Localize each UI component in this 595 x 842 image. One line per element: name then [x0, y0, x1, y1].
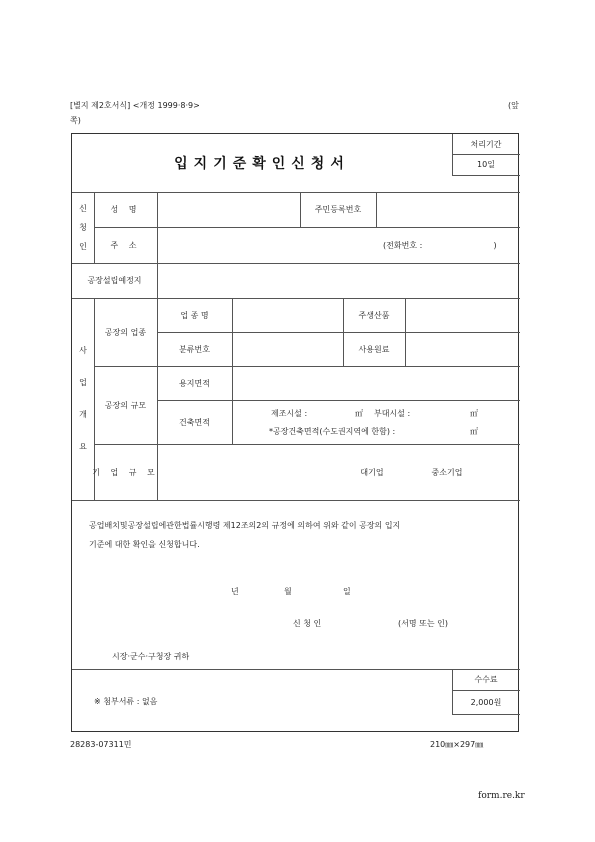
processing-period-value: 10일 — [477, 160, 495, 169]
business-section-label: 사 업 개 요 — [79, 346, 87, 451]
capital-area-note: *공장건축면적(수도권지역에 한함) : — [269, 426, 396, 436]
date-month-label: 월 — [284, 587, 292, 596]
factory-site-field[interactable] — [157, 263, 520, 298]
processing-period-label: 처리기간 — [470, 139, 502, 149]
statement: 공업배치및공장설립에관한법률시행령 제12조의2의 규정에 의하여 위와 같이 공장의 입지 기준에 대한 확인을 신청합니다. — [89, 521, 401, 549]
m2-unit-3: ㎡ — [470, 426, 478, 436]
date-year-label: 년 — [231, 587, 239, 596]
auxiliary-label: 부대시설 : — [374, 408, 411, 418]
form-code: 28283-07311민 — [70, 740, 132, 749]
paper-size: 210㎜×297㎜ — [430, 740, 484, 749]
rrn-field[interactable] — [376, 192, 520, 227]
application-form — [71, 133, 519, 732]
small-company-option[interactable]: 중소기업 — [431, 467, 463, 477]
large-company-option[interactable]: 대기업 — [360, 467, 384, 477]
company-size-label: 기 업 규 모 — [92, 467, 159, 477]
classification-label: 분류번호 — [179, 344, 210, 354]
recipient: 시장·군수·구청장 귀하 — [112, 652, 190, 661]
page-side-label: (앞 — [508, 101, 519, 110]
date-day-label: 일 — [343, 587, 351, 596]
site-watermark[interactable]: form.re.kr — [478, 791, 525, 801]
rrn-label: 주민등록번호 — [314, 205, 362, 214]
form-title: 입지기준확인신청서 — [174, 156, 350, 172]
sign-note: (서명 또는 인) — [398, 619, 448, 628]
m2-unit-1: ㎡ — [355, 408, 363, 418]
name-label: 성 명 — [110, 205, 141, 214]
attachments-note: ※ 첨부서류 : 없음 — [94, 697, 158, 706]
fee-label: 수수료 — [474, 675, 498, 684]
phone-close: ) — [493, 240, 497, 250]
manufacturing-label: 제조시설 : — [271, 408, 308, 418]
industry-name-label: 업 종 명 — [180, 310, 209, 320]
industry-label: 공장의 업종 — [104, 327, 147, 337]
page-side-label-cont: 쪽) — [70, 116, 81, 125]
applicant-sign-label: 신 청 인 — [293, 619, 322, 628]
main-product-label: 주생산품 — [358, 310, 390, 320]
fee-value: 2,000원 — [470, 697, 502, 707]
classification-field[interactable] — [232, 332, 343, 366]
raw-material-field[interactable] — [405, 332, 520, 366]
address-field[interactable] — [157, 227, 520, 263]
form-number: [별지 제2호서식] <개정 1999·8·9> — [70, 101, 200, 110]
applicant-section-label: 신 청 인 — [79, 204, 87, 251]
phone-label: (전화번호 : — [383, 240, 423, 250]
m2-unit-2: ㎡ — [470, 408, 478, 418]
name-field[interactable] — [157, 192, 300, 227]
address-label: 주 소 — [110, 240, 141, 250]
site-area-field[interactable] — [232, 366, 520, 400]
scale-label: 공장의 규모 — [104, 400, 147, 410]
building-area-label: 건축면적 — [179, 417, 210, 427]
raw-material-label: 사용원료 — [358, 344, 390, 354]
site-area-label: 용지면적 — [179, 378, 210, 388]
factory-site-label: 공장설립예정지 — [87, 276, 142, 285]
industry-name-field[interactable] — [232, 298, 343, 332]
main-product-field[interactable] — [405, 298, 520, 332]
